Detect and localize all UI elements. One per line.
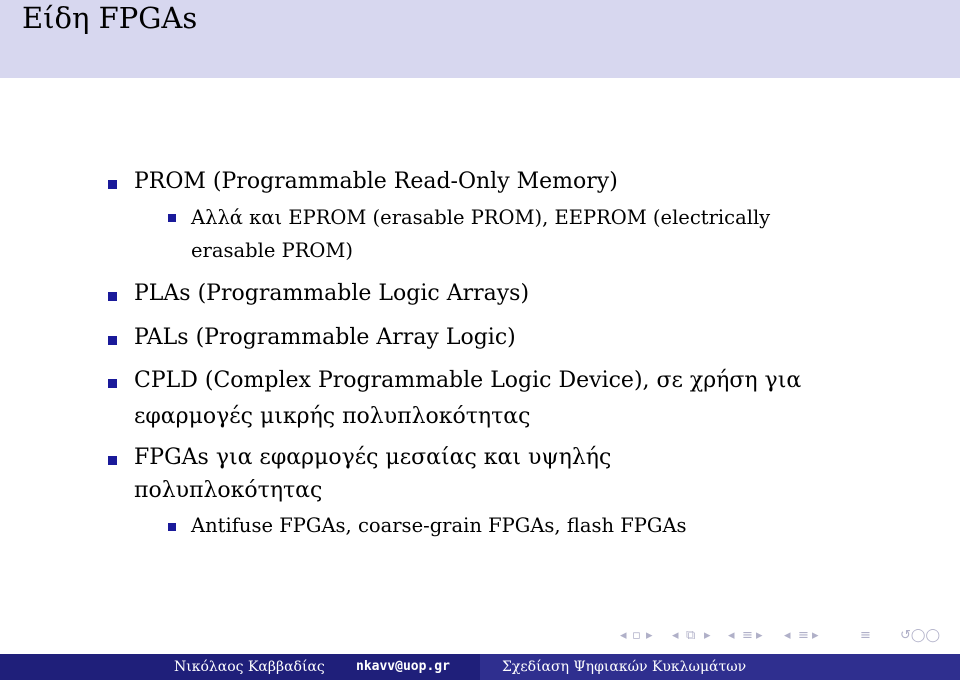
prev-section-icon[interactable]: ◂: [784, 628, 791, 643]
bullet-square-icon: [108, 379, 117, 388]
prev-frame-icon[interactable]: ◂: [672, 628, 679, 643]
bullet-square-icon: [108, 180, 117, 189]
sub-bullet-item-eprom: Αλλά και EPROM (erasable PROM), EEPROM (electrically: [191, 206, 771, 229]
bullet-square-icon: [108, 336, 117, 345]
prev-subsection-icon[interactable]: ◂: [728, 628, 735, 643]
footer-course: Σχεδίαση Ψηφιακών Κυκλωμάτων: [502, 659, 747, 675]
footer-author: Νικόλαος Καββαδίας: [174, 659, 325, 675]
frame-icon[interactable]: ⧉: [686, 628, 696, 643]
next-frame-icon[interactable]: ▸: [704, 628, 711, 643]
search-icon[interactable]: ↺◯◯: [900, 628, 940, 643]
footer-email: nkavv@uop.gr: [356, 659, 450, 674]
beamer-navigation: [620, 628, 950, 650]
subsection-icon[interactable]: ≡: [742, 628, 753, 643]
bullet-item-prom: PROM (Programmable Read-Only Memory): [134, 169, 618, 194]
bullet-item-cpld: CPLD (Complex Programmable Logic Device), σε χρήση για: [134, 368, 802, 393]
prev-slide-icon[interactable]: ◂: [620, 628, 627, 643]
sub-bullet-item-antifuse: Antifuse FPGAs, coarse-grain FPGAs, flash FPGAs: [191, 514, 687, 537]
bullet-item-fpgas: FPGAs για εφαρμογές μεσαίας και υψηλής: [134, 445, 612, 470]
sub-bullet-item-eprom-cont: erasable PROM): [191, 239, 353, 262]
sub-bullet-square-icon: [168, 523, 176, 531]
bullet-item-cpld-cont: εφαρμογές μικρής πολυπλοκότητας: [134, 404, 531, 429]
slide-icon[interactable]: ▫: [632, 628, 641, 643]
align-icon[interactable]: ≡: [860, 628, 871, 643]
next-subsection-icon[interactable]: ▸: [756, 628, 763, 643]
section-icon[interactable]: ≡: [798, 628, 809, 643]
bullet-item-pals: PALs (Programmable Array Logic): [134, 325, 516, 350]
bullet-square-icon: [108, 292, 117, 301]
bullet-item-fpgas-cont: πολυπλοκότητας: [134, 478, 323, 503]
next-slide-icon[interactable]: ▸: [646, 628, 653, 643]
bullet-item-plas: PLAs (Programmable Logic Arrays): [134, 281, 530, 306]
slide-title: Είδη FPGAs: [22, 1, 198, 35]
next-section-icon[interactable]: ▸: [812, 628, 819, 643]
bullet-square-icon: [108, 456, 117, 465]
sub-bullet-square-icon: [168, 214, 176, 222]
footer-bar: [0, 654, 960, 680]
